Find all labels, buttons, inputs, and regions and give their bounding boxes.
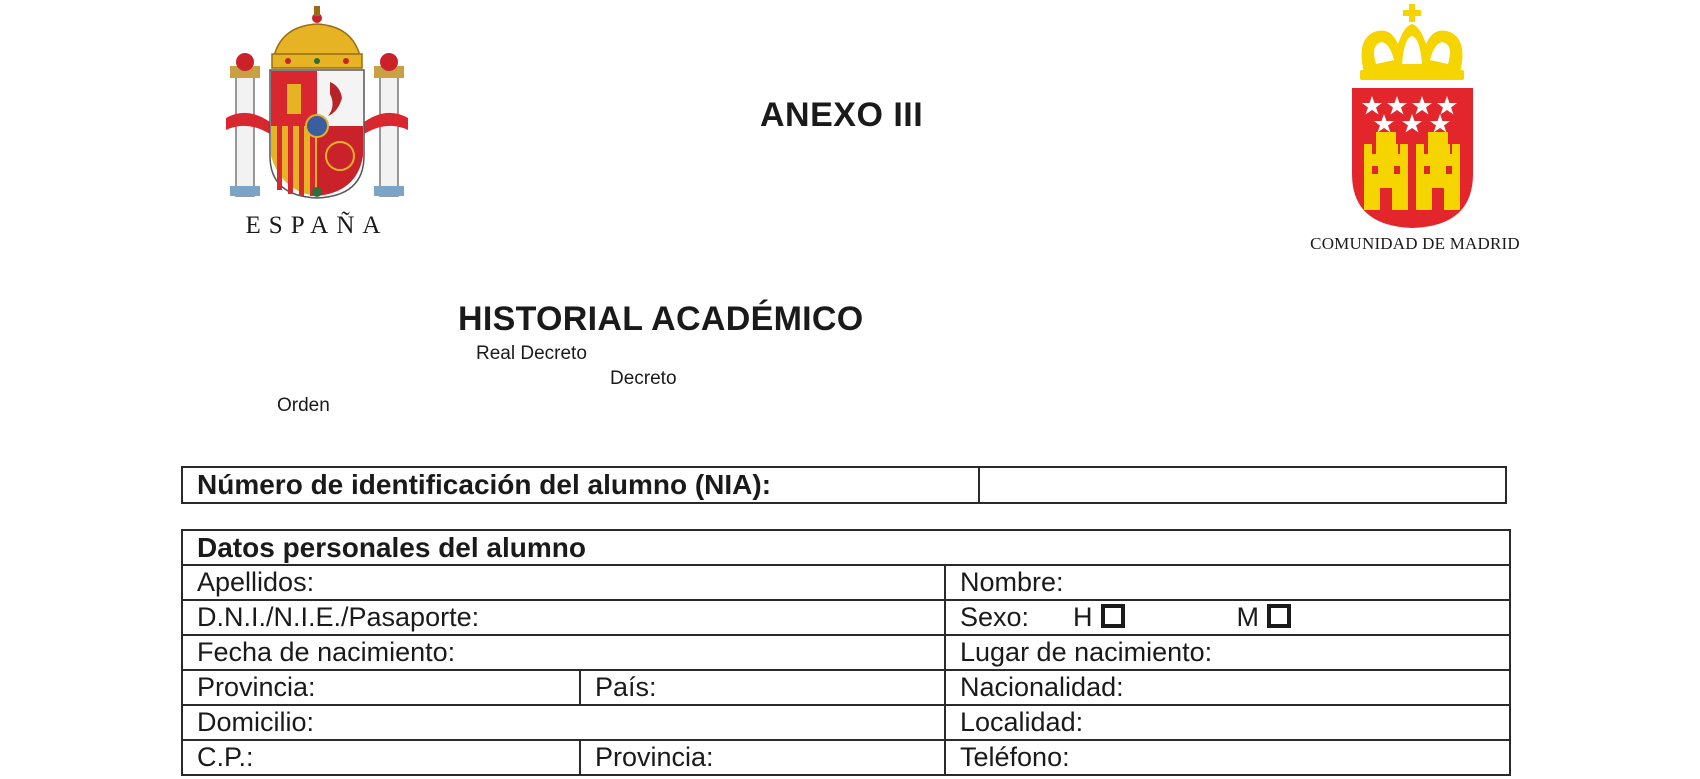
nombre-field[interactable]: Nombre: bbox=[945, 565, 1510, 600]
nia-value-field[interactable] bbox=[979, 467, 1506, 503]
lugar-nacimiento-field[interactable]: Lugar de nacimiento: bbox=[945, 635, 1510, 670]
nia-row bbox=[182, 467, 1506, 503]
domicilio-field[interactable]: Domicilio: bbox=[182, 705, 945, 740]
sexo-m-label: M bbox=[1236, 602, 1260, 632]
sexo-label: Sexo: bbox=[960, 602, 1030, 632]
table-row bbox=[182, 705, 1510, 740]
real-decreto-label: Real Decreto bbox=[476, 343, 587, 364]
pais-field[interactable]: País: bbox=[580, 670, 945, 705]
nia-table bbox=[181, 466, 1507, 504]
spain-coat-of-arms-icon bbox=[222, 6, 412, 206]
nacionalidad-field[interactable]: Nacionalidad: bbox=[945, 670, 1510, 705]
personal-section-title: Datos personales del alumno bbox=[182, 530, 1510, 565]
sexo-m-checkbox[interactable] bbox=[1267, 604, 1291, 628]
madrid-caption: COMUNIDAD DE MADRID bbox=[1310, 234, 1520, 253]
cp-field[interactable]: C.P.: bbox=[182, 740, 580, 775]
sexo-field bbox=[945, 600, 1510, 635]
table-row bbox=[182, 740, 1510, 775]
table-row bbox=[182, 565, 1510, 600]
madrid-coat-of-arms-icon bbox=[1350, 4, 1475, 230]
spain-caption: ESPAÑA bbox=[245, 212, 389, 239]
table-row bbox=[182, 635, 1510, 670]
telefono-field[interactable]: Teléfono: bbox=[945, 740, 1510, 775]
document-title: HISTORIAL ACADÉMICO bbox=[458, 300, 864, 338]
apellidos-field[interactable]: Apellidos: bbox=[182, 565, 945, 600]
fecha-nacimiento-field[interactable]: Fecha de nacimiento: bbox=[182, 635, 945, 670]
decreto-label: Decreto bbox=[610, 368, 677, 389]
provincia-field[interactable]: Provincia: bbox=[182, 670, 580, 705]
table-row bbox=[182, 600, 1510, 635]
nia-label: Número de identificación del alumno (NIA): bbox=[182, 467, 979, 503]
sexo-h-checkbox[interactable] bbox=[1101, 604, 1125, 628]
table-row bbox=[182, 670, 1510, 705]
personal-data-table bbox=[181, 529, 1511, 776]
sexo-h-label: H bbox=[1073, 602, 1093, 632]
provincia2-field[interactable]: Provincia: bbox=[580, 740, 945, 775]
dni-field[interactable]: D.N.I./N.I.E./Pasaporte: bbox=[182, 600, 945, 635]
table-row bbox=[182, 530, 1510, 565]
localidad-field[interactable]: Localidad: bbox=[945, 705, 1510, 740]
annex-title: ANEXO III bbox=[760, 96, 924, 134]
orden-label: Orden bbox=[277, 395, 330, 416]
